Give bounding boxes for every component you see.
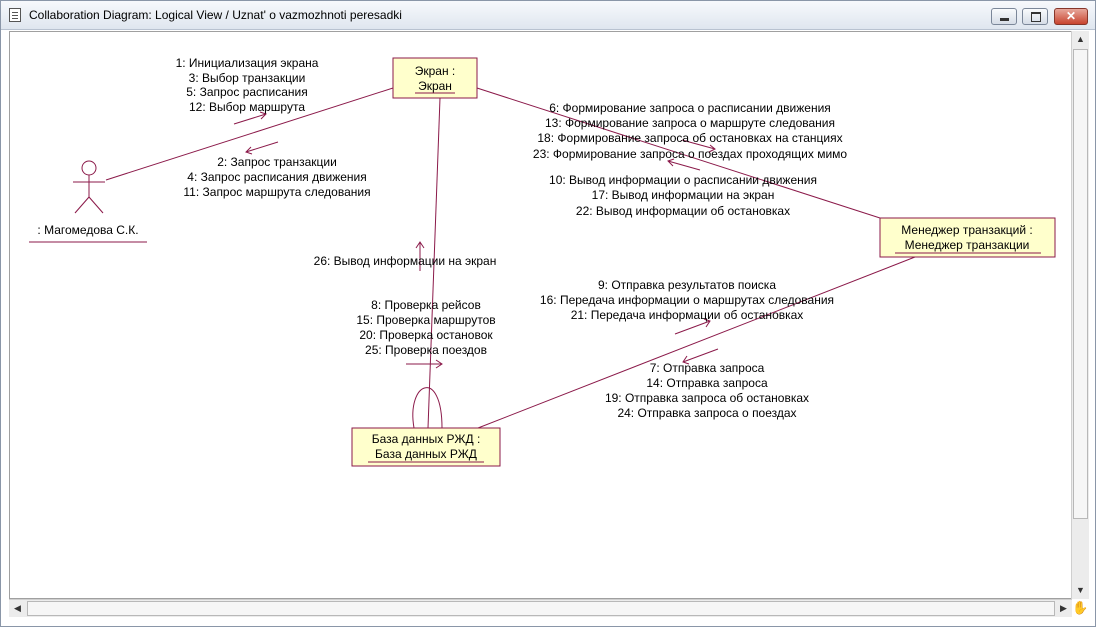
object-screen-name: Экран [418, 79, 452, 93]
messages-screen-to-actor [183, 155, 370, 199]
object-manager-label: Менеджер транзакций : [901, 223, 1033, 237]
messages-db-self [356, 298, 495, 357]
actor-figure[interactable] [73, 161, 105, 213]
arrow-screen-to-actor [246, 142, 278, 154]
message-label: 17: Вывод информации на экран [591, 188, 775, 202]
message-label: 21: Передача информации об остановках [570, 308, 804, 322]
scroll-left-icon[interactable]: ◀ [14, 603, 21, 613]
maximize-button[interactable] [1022, 8, 1048, 25]
diagram-canvas[interactable] [9, 31, 1072, 599]
close-button[interactable] [1054, 8, 1088, 25]
object-database-label: База данных РЖД : [371, 432, 481, 446]
messages-manager-to-db [605, 361, 809, 420]
actor-name: : Магомедова С.К. [37, 223, 139, 237]
window-title: Collaboration Diagram: Logical View / Uznat' o vazmozhnoti peresadki [29, 8, 402, 22]
vertical-scroll-thumb[interactable] [1073, 49, 1088, 519]
horizontal-scrollbar[interactable] [9, 599, 1072, 617]
message-label: 8: Проверка рейсов [371, 298, 481, 312]
messages-manager-to-screen [549, 173, 817, 218]
messages-screen-to-manager [533, 101, 848, 161]
object-manager[interactable] [880, 218, 1055, 257]
scroll-down-icon[interactable]: ▼ [1076, 585, 1085, 595]
minimize-button[interactable] [991, 8, 1017, 25]
message-label: 7: Отправка запроса [649, 361, 765, 375]
object-manager-name: Менеджер транзакции [904, 238, 1030, 252]
message-label: 2: Запрос транзакции [217, 155, 337, 169]
object-screen[interactable] [393, 58, 477, 98]
object-database-name: База данных РЖД [375, 447, 477, 461]
messages-actor-to-screen [176, 56, 319, 114]
title-bar[interactable] [1, 1, 1095, 30]
message-label: 12: Выбор маршрута [189, 100, 305, 114]
message-label: 4: Запрос расписания движения [187, 170, 367, 184]
messages-db-to-manager [540, 278, 834, 322]
document-icon[interactable] [9, 8, 21, 22]
message-label: 11: Запрос маршрута следования [183, 185, 371, 199]
message-label: 14: Отправка запроса [646, 376, 768, 390]
scroll-right-icon[interactable]: ▶ [1060, 603, 1067, 613]
arrow-db-self [406, 360, 442, 368]
horizontal-scroll-thumb[interactable] [27, 601, 1055, 616]
object-database[interactable] [352, 428, 500, 466]
scroll-up-icon[interactable]: ▲ [1076, 34, 1085, 44]
collaboration-diagram [10, 32, 1072, 599]
messages-db-to-screen [314, 254, 497, 268]
message-label: 26: Вывод информации на экран [313, 254, 497, 268]
message-label: 15: Проверка маршрутов [356, 313, 496, 327]
link-database-self[interactable] [413, 388, 442, 428]
message-label: 10: Вывод информации о расписании движения [549, 173, 817, 187]
hand-pan-icon[interactable]: ✋ [1072, 600, 1089, 615]
vertical-scrollbar[interactable] [1071, 31, 1089, 599]
message-label: 19: Отправка запроса об остановках [604, 391, 810, 405]
message-label: 1: Инициализация экрана [175, 56, 319, 70]
message-label: 25: Проверка поездов [365, 343, 487, 357]
message-label: 9: Отправка результатов поиска [598, 278, 776, 292]
message-label: 20: Проверка остановок [359, 328, 493, 342]
message-label: 5: Запрос расписания [186, 85, 308, 99]
message-label: 16: Передача информации о маршрутах следования [539, 293, 835, 307]
message-label: 23: Формирование запроса о поездах проходящих мимо [532, 147, 848, 161]
message-label: 18: Формирование запроса об остановках на станциях [537, 131, 843, 145]
message-label: 6: Формирование запроса о расписании движения [549, 101, 831, 115]
message-label: 13: Формирование запроса о маршруте следования [544, 116, 836, 130]
message-label: 3: Выбор транзакции [188, 71, 306, 85]
message-label: 22: Вывод информации об остановках [575, 204, 791, 218]
object-screen-label: Экран : [414, 64, 456, 78]
message-label: 24: Отправка запроса о поездах [617, 406, 797, 420]
